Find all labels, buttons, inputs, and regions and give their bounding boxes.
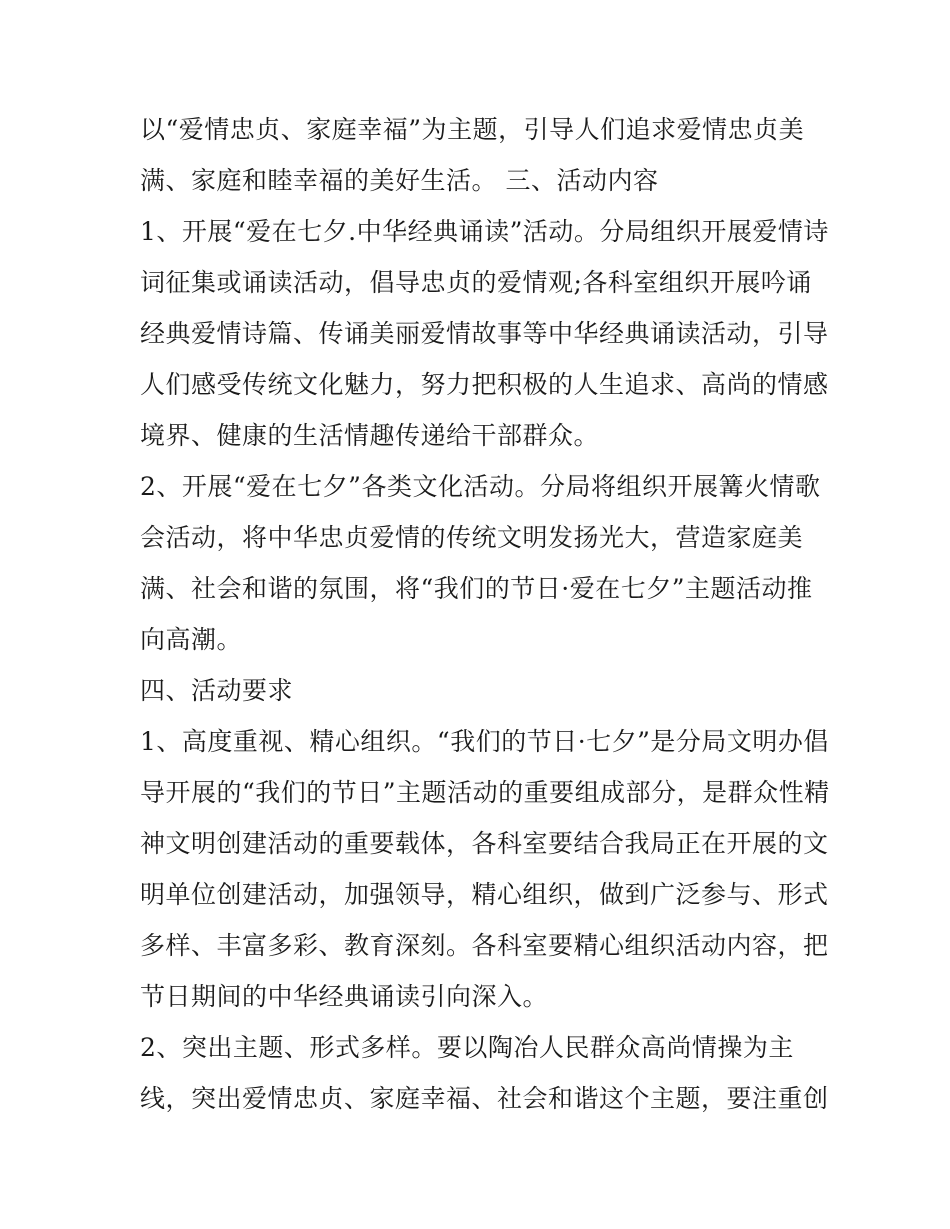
text-line: 经典爱情诗篇、传诵美丽爱情故事等中华经典诵读活动，引导	[140, 319, 829, 348]
text-line: 1、高度重视、精心组织。“我们的节日·七夕”是分局文明办倡	[140, 727, 829, 756]
text-line: 向高潮。	[140, 625, 243, 654]
text-line: 会活动，将中华忠贞爱情的传统文明发扬光大，营造家庭美	[140, 523, 804, 552]
text-line: 人们感受传统文化魅力，努力把积极的人生追求、高尚的情感	[140, 370, 829, 399]
text-line: 神文明创建活动的重要载体，各科室要结合我局正在开展的文	[140, 829, 829, 858]
text-line: 词征集或诵读活动，倡导忠贞的爱情观;各科室组织开展吟诵	[140, 268, 812, 297]
text-line: 明单位创建活动，加强领导，精心组织，做到广泛参与、形式	[140, 880, 829, 909]
text-line: 2、开展“爱在七夕”各类文化活动。分局将组织开展篝火情歌	[140, 472, 821, 501]
text-line: 导开展的“我们的节日”主题活动的重要组成部分，是群众性精	[140, 778, 830, 807]
text-line: 满、社会和谐的氛围，将“我们的节日·爱在七夕”主题活动推	[140, 574, 813, 603]
text-line: 1、开展“爱在七夕.中华经典诵读”活动。分局组织开展爱情诗	[140, 217, 829, 246]
section-heading: 四、活动要求	[140, 676, 294, 705]
text-line: 节日期间的中华经典诵读引向深入。	[140, 982, 549, 1011]
text-line: 多样、丰富多彩、教育深刻。各科室要精心组织活动内容，把	[140, 931, 829, 960]
text-line: 境界、健康的生活情趣传递给干部群众。	[140, 421, 600, 450]
text-line: 2、突出主题、形式多样。要以陶冶人民群众高尚情操为主	[140, 1033, 794, 1062]
text-line: 线，突出爱情忠贞、家庭幸福、社会和谐这个主题，要注重创	[140, 1084, 829, 1113]
text-line: 以“爱情忠贞、家庭幸福”为主题，引导人们追求爱情忠贞美	[140, 115, 805, 144]
text-line: 满、家庭和睦幸福的美好生活。 三、活动内容	[140, 166, 659, 195]
